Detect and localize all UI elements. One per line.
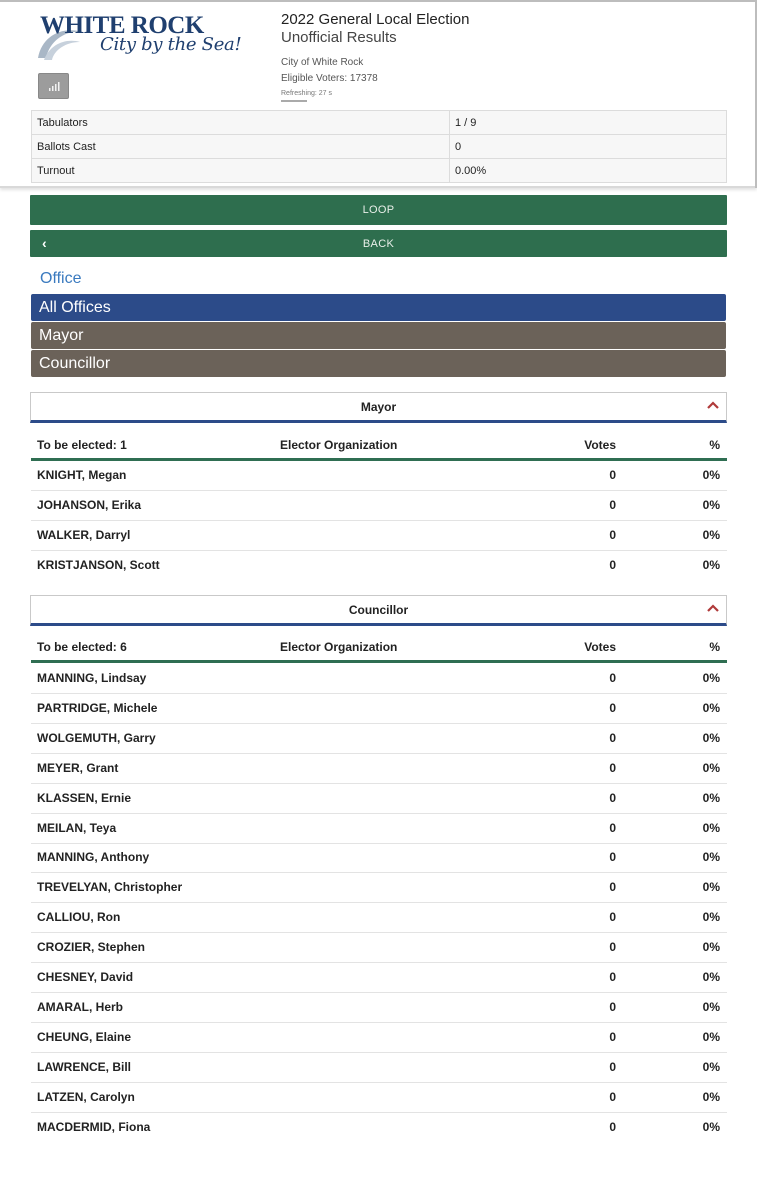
election-subtitle: Unofficial Results: [281, 29, 397, 46]
candidate-name: MEILAN, Teya: [37, 820, 117, 835]
candidate-pct: 0%: [702, 1089, 720, 1104]
candidate-votes: 0: [609, 999, 616, 1014]
to-be-elected: To be elected: 6: [37, 640, 127, 654]
candidate-votes: 0: [609, 671, 616, 685]
candidate-row: [31, 814, 727, 844]
candidate-pct: 0%: [702, 970, 720, 984]
candidate-pct: 0%: [702, 999, 720, 1014]
office-option-mayor[interactable]: Mayor: [31, 322, 726, 349]
candidate-row: [31, 551, 727, 581]
candidate-votes: 0: [609, 558, 616, 572]
org-column-header: Elector Organization: [280, 438, 398, 452]
to-be-elected: To be elected: 1: [37, 438, 127, 452]
chevron-left-icon: ‹: [42, 235, 47, 251]
councillor-column-header: [31, 633, 727, 663]
candidate-row: [31, 933, 727, 963]
candidate-name: MANNING, Lindsay: [37, 671, 147, 685]
mayor-section-title: Mayor: [360, 399, 397, 414]
summary-row: [32, 159, 727, 183]
candidate-row: [31, 1053, 727, 1083]
summary-row: [32, 135, 727, 159]
candidate-votes: 0: [609, 760, 616, 775]
candidate-name: CALLIOU, Ron: [37, 910, 121, 925]
back-button[interactable]: [30, 230, 727, 257]
candidate-name: CROZIER, Stephen: [37, 940, 146, 955]
candidate-votes: 0: [609, 970, 616, 984]
pct-column-header: %: [709, 438, 720, 452]
summary-value: 0: [450, 135, 727, 159]
candidate-votes: 0: [609, 1089, 616, 1104]
back-button-label: BACK: [362, 237, 395, 250]
candidate-votes: 0: [609, 700, 616, 715]
candidate-row: [31, 993, 727, 1023]
votes-column-header: Votes: [584, 438, 616, 452]
office-option-all-offices[interactable]: All Offices: [31, 294, 726, 321]
candidate-name: TREVELYAN, Christopher: [37, 880, 183, 895]
candidate-name: MEYER, Grant: [37, 760, 119, 775]
candidate-row: [31, 1083, 727, 1113]
candidate-row: [31, 664, 727, 694]
candidate-pct: 0%: [702, 468, 720, 482]
councillor-section-header[interactable]: [30, 595, 727, 626]
candidate-name: WOLGEMUTH, Garry: [37, 730, 156, 745]
candidate-votes: 0: [609, 910, 616, 925]
candidate-row: [31, 754, 727, 784]
candidate-row: [31, 873, 727, 903]
candidate-row: [31, 843, 727, 873]
candidate-name: JOHANSON, Erika: [37, 498, 142, 512]
candidate-name: WALKER, Darryl: [37, 528, 131, 542]
mayor-column-header: [31, 431, 727, 461]
candidate-votes: 0: [609, 1059, 616, 1074]
votes-column-header: Votes: [584, 640, 616, 654]
office-option-councillor[interactable]: Councillor: [31, 350, 726, 377]
candidate-name: LATZEN, Carolyn: [37, 1089, 135, 1104]
candidate-row: [31, 491, 727, 521]
summary-label: Turnout: [32, 159, 450, 183]
summary-label: Tabulators: [32, 111, 450, 135]
candidate-row: [31, 1113, 727, 1143]
candidate-pct: 0%: [702, 880, 720, 895]
candidate-row: [31, 903, 727, 933]
candidate-pct: 0%: [702, 528, 720, 542]
candidate-name: CHEUNG, Elaine: [37, 1029, 132, 1044]
candidate-votes: 0: [609, 730, 616, 745]
councillor-section-title: Councillor: [348, 602, 409, 617]
candidate-pct: 0%: [702, 700, 720, 715]
caret-up-icon[interactable]: [707, 603, 719, 613]
candidate-pct: 0%: [702, 1029, 720, 1044]
header-top-border: [0, 0, 757, 2]
white-rock-logo: [36, 10, 242, 64]
candidate-pct: 0%: [702, 910, 720, 925]
candidate-row: [31, 694, 727, 724]
candidate-name: MACDERMID, Fiona: [37, 1119, 151, 1134]
candidate-votes: 0: [609, 1029, 616, 1044]
loop-button[interactable]: LOOP: [30, 195, 727, 225]
candidate-votes: 0: [609, 940, 616, 955]
summary-table: [31, 110, 727, 183]
mayor-section-header[interactable]: [30, 392, 727, 423]
candidate-pct: 0%: [702, 1119, 720, 1134]
candidate-pct: 0%: [702, 1059, 720, 1074]
results-header: [0, 0, 757, 188]
candidate-row: [31, 1023, 727, 1053]
election-title: 2022 General Local Election: [281, 11, 470, 28]
candidate-pct: 0%: [702, 498, 720, 512]
candidate-pct: 0%: [702, 850, 720, 865]
eligible-voters: Eligible Voters: 17378: [281, 73, 378, 84]
candidate-pct: 0%: [702, 730, 720, 745]
logo-tagline: City by the Sea!: [100, 34, 242, 55]
city-name: City of White Rock: [281, 57, 364, 68]
candidate-row: [31, 521, 727, 551]
candidate-pct: 0%: [702, 790, 720, 805]
candidate-pct: 0%: [702, 760, 720, 775]
candidate-pct: 0%: [702, 558, 720, 572]
summary-value: 0.00%: [450, 159, 727, 183]
candidate-name: AMARAL, Herb: [37, 999, 123, 1014]
org-column-header: Elector Organization: [280, 640, 398, 654]
summary-value: 1 / 9: [450, 111, 727, 135]
candidate-pct: 0%: [702, 940, 720, 955]
candidate-votes: 0: [609, 528, 616, 542]
candidate-row: [31, 784, 727, 814]
candidate-votes: 0: [609, 468, 616, 482]
bar-chart-icon: [48, 81, 60, 91]
candidate-name: KNIGHT, Megan: [37, 468, 127, 482]
candidate-name: PARTRIDGE, Michele: [37, 700, 158, 715]
candidate-votes: 0: [609, 790, 616, 805]
pct-column-header: %: [709, 640, 720, 654]
candidate-row: [31, 461, 727, 491]
candidate-name: CHESNEY, David: [37, 970, 134, 984]
refresh-countdown: Refreshing: 27 s: [281, 90, 332, 97]
candidate-votes: 0: [609, 820, 616, 835]
caret-up-icon[interactable]: [707, 400, 719, 410]
office-filter-label: Office: [40, 270, 82, 287]
candidate-name: KRISTJANSON, Scott: [37, 558, 160, 572]
candidate-name: MANNING, Anthony: [37, 850, 150, 865]
summary-label: Ballots Cast: [32, 135, 450, 159]
summary-row: [32, 111, 727, 135]
candidate-votes: 0: [609, 1119, 616, 1134]
candidate-row: [31, 963, 727, 993]
candidate-row: [31, 724, 727, 754]
refresh-progress-bar: [281, 100, 307, 102]
candidate-votes: 0: [609, 880, 616, 895]
candidate-name: KLASSEN, Ernie: [37, 790, 132, 805]
candidate-pct: 0%: [702, 820, 720, 835]
candidate-name: LAWRENCE, Bill: [37, 1059, 132, 1074]
candidate-pct: 0%: [702, 671, 720, 685]
candidate-votes: 0: [609, 850, 616, 865]
logo-wordmark: WHITE ROCK: [40, 12, 204, 39]
statistics-button[interactable]: [38, 73, 69, 99]
candidate-votes: 0: [609, 498, 616, 512]
